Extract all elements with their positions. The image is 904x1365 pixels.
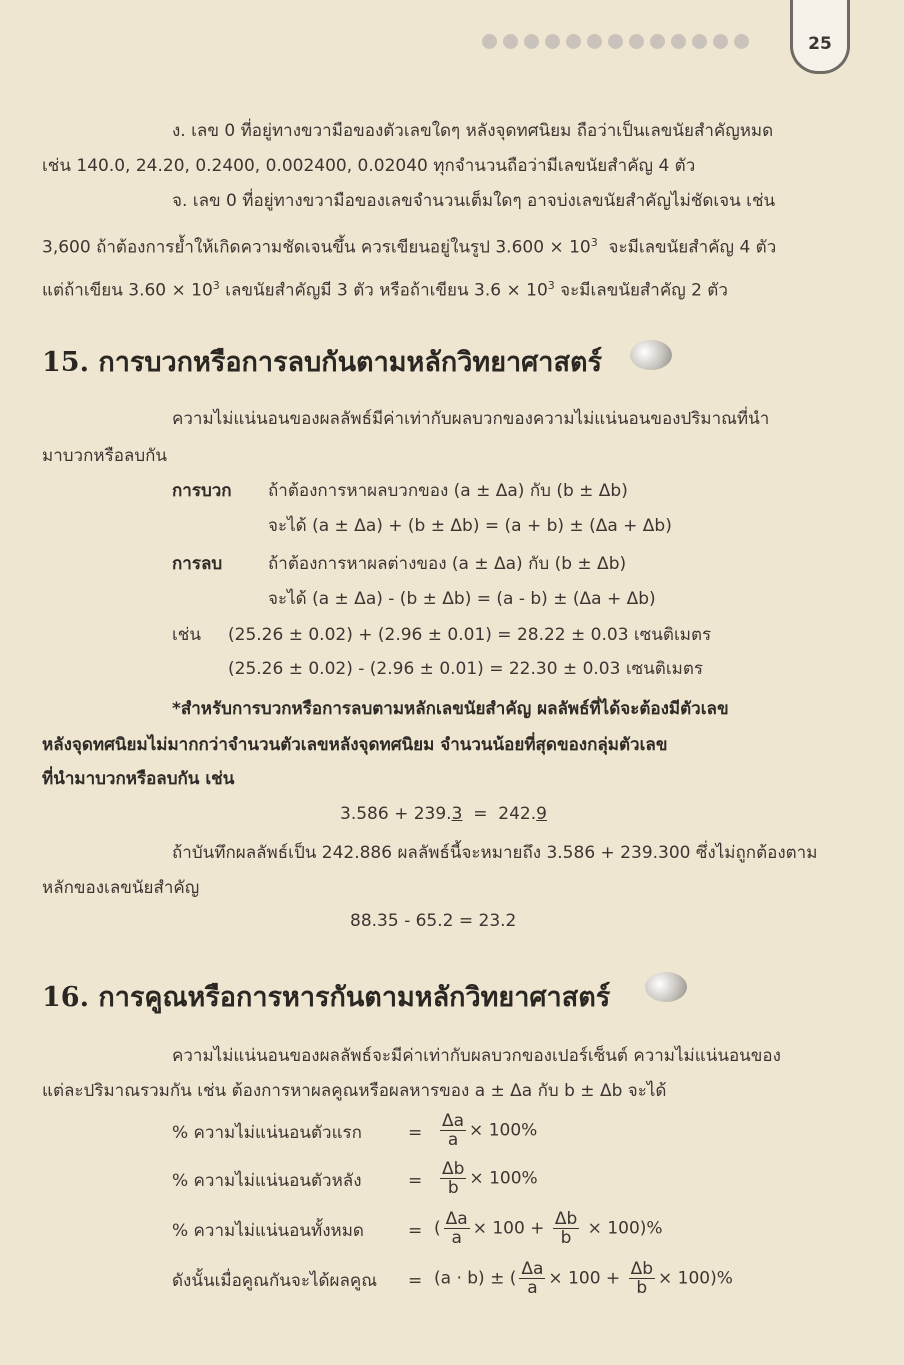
note-line: หลังจุดทศนิยมไม่มากกว่าจำนวนตัวเลขหลังจุดทศนิยม จำนวนน้อยที่สุดของกลุ่มตัวเลข: [42, 735, 668, 755]
formula-row: ดังนั้นเมื่อคูณกันจะได้ผลคูณ = (a · b) ± ( $\frac{\Delta a}{a}$ × 100 + $\frac{\Delta b}{b}$ × 100)%: [172, 1259, 733, 1298]
text-line: ถ้าต้องการหาผลบวกของ (a ± Δa) กับ (b ± Δb): [268, 481, 628, 501]
text-line: แต่ถ้าเขียน $3.60 \times 10^3$ เลขนัยสำคัญมี 3 ตัว หรือถ้าเขียน $3.6 \times 10^3$ จะมีเลขนัยสำคัญ 2 ตัว: [42, 279, 728, 301]
decorative-dots: [482, 34, 749, 49]
note-line: ที่นำมาบวกหรือลบกัน เช่น: [42, 769, 235, 789]
formula: 88.35 - 65.2 = 23.2: [350, 911, 517, 931]
section-16-heading: 16. การคูณหรือการหารกันตามหลักวิทยาศาสตร์: [42, 982, 611, 1013]
page-number: 25: [808, 34, 832, 54]
addition-label: การบวก: [172, 481, 232, 501]
text-line: ความไม่แน่นอนของผลลัพธ์จะมีค่าเท่ากับผลบวกของเปอร์เซ็นต์ ความไม่แน่นอนของ: [172, 1046, 781, 1066]
page-number-tab: [790, 0, 850, 74]
shell-icon: [645, 972, 687, 1002]
text-line: จ. เลข 0 ที่อยู่ทางขวามือของเลขจำนวนเต็มใดๆ อาจบ่งเลขนัยสำคัญไม่ชัดเจน เช่น: [172, 191, 776, 211]
example-label: เช่น: [172, 625, 201, 645]
formula: (25.26 ± 0.02) + (2.96 ± 0.01) = 28.22 ± 0.03 เซนติเมตร: [228, 625, 712, 645]
formula: 3.586 + 239.3 = 242.9: [340, 804, 547, 824]
formula: (25.26 ± 0.02) - (2.96 ± 0.01) = 22.30 ± 0.03 เซนติเมตร: [228, 659, 704, 679]
text-line: มาบวกหรือลบกัน: [42, 446, 168, 466]
note-line: *สำหรับการบวกหรือการลบตามหลักเลขนัยสำคัญ ผลลัพธ์ที่ได้จะต้องมีตัวเลข: [172, 699, 729, 719]
subtraction-label: การลบ: [172, 554, 223, 574]
shell-icon: [630, 340, 672, 370]
formula-row: % ความไม่แน่นอนตัวหลัง = $\frac{\Delta b}{b}$ × 100%: [172, 1159, 538, 1198]
text-line: แต่ละปริมาณรวมกัน เช่น ต้องการหาผลคูณหรือผลหารของ a ± Δa กับ b ± Δb จะได้: [42, 1081, 667, 1101]
text-line: หลักของเลขนัยสำคัญ: [42, 878, 200, 898]
formula: จะได้ (a ± Δa) + (b ± Δb) = (a + b) ± (Δa + Δb): [268, 516, 672, 536]
text-line: ถ้าบันทึกผลลัพธ์เป็น 242.886 ผลลัพธ์นี้จะหมายถึง 3.586 + 239.300 ซึ่งไม่ถูกต้องตาม: [172, 843, 818, 863]
text-line: ความไม่แน่นอนของผลลัพธ์มีค่าเท่ากับผลบวกของความไม่แน่นอนของปริมาณที่นำ: [172, 409, 770, 429]
text-line: เช่น 140.0, 24.20, 0.2400, 0.002400, 0.02040 ทุกจำนวนถือว่ามีเลขนัยสำคัญ 4 ตัว: [42, 156, 696, 176]
text-line: 3,600 ถ้าต้องการย้ำให้เกิดความชัดเจนขึ้น ควรเขียนอยู่ในรูป $3.600 \times 10^3$ จะมีเลขนัยสำคัญ 4 ตัว: [42, 236, 777, 258]
formula: จะได้ (a ± Δa) - (b ± Δb) = (a - b) ± (Δa + Δb): [268, 589, 656, 609]
section-15-heading: 15. การบวกหรือการลบกันตามหลักวิทยาศาสตร์: [42, 347, 602, 378]
formula-row: % ความไม่แน่นอนทั้งหมด = ( $\frac{\Delta a}{a}$ × 100 + $\frac{\Delta b}{b}$ × 100)%: [172, 1209, 663, 1248]
formula-row: % ความไม่แน่นอนตัวแรก = $\frac{\Delta a}{a}$ × 100%: [172, 1111, 538, 1150]
text-line: ถ้าต้องการหาผลต่างของ (a ± Δa) กับ (b ± Δb): [268, 554, 627, 574]
text-line: ง. เลข 0 ที่อยู่ทางขวามือของตัวเลขใดๆ หลังจุดทศนิยม ถือว่าเป็นเลขนัยสำคัญหมด: [172, 121, 774, 141]
